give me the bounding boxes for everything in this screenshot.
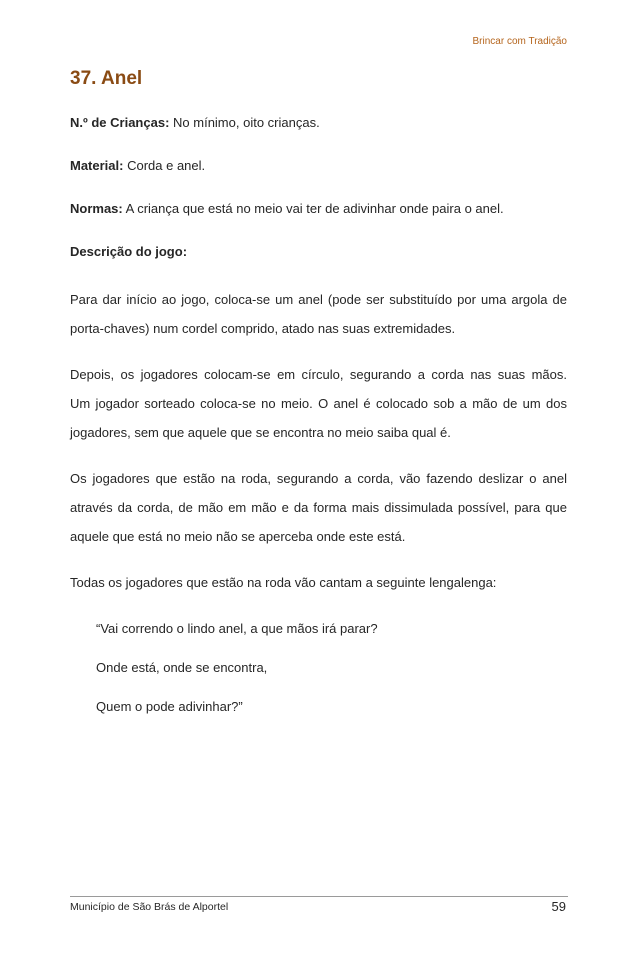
- field-material: [70, 151, 567, 180]
- field-normas: [70, 194, 567, 223]
- verse-line-2: Onde está, onde se encontra,: [96, 660, 268, 675]
- paragraph-line: Um jogador sorteado coloca-se no meio. O anel é colocado sob a mão de um dos: [70, 396, 567, 411]
- paragraph-line: jogadores, sem que aquele que se encontra no meio saiba qual é.: [70, 425, 451, 440]
- field-label-normas: Normas:: [70, 201, 123, 216]
- paragraph-1: [70, 285, 567, 343]
- field-label-criancas: N.º de Crianças:: [70, 115, 170, 130]
- footer-divider: [70, 896, 568, 897]
- paragraph-line: Depois, os jogadores colocam-se em círculo, segurando a corda nas suas mãos.: [70, 367, 567, 382]
- verse-line-1: “Vai correndo o lindo anel, a que mãos irá parar?: [96, 621, 378, 636]
- section-title: 37. Anel: [70, 68, 143, 89]
- document-body: [70, 108, 567, 721]
- paragraph-line: porta-chaves) num cordel comprido, atado nas suas extremidades.: [70, 321, 456, 336]
- footer-municipality: Município de São Brás de Alportel: [70, 901, 229, 913]
- paragraph-2: [70, 360, 567, 447]
- verse-line-3: Quem o pode adivinhar?”: [96, 699, 243, 714]
- paragraph-line: Todas os jogadores que estão na roda vão cantam a seguinte lengalenga:: [70, 575, 497, 590]
- field-value-criancas: No mínimo, oito crianças.: [169, 115, 320, 130]
- field-label-descricao: Descrição do jogo:: [70, 244, 188, 259]
- field-value-normas: A criança que está no meio vai ter de adivinhar onde paira o anel.: [122, 201, 504, 216]
- page-number: 59: [551, 899, 566, 914]
- field-criancas: [70, 108, 567, 137]
- running-header: Brincar com Tradição: [472, 36, 567, 47]
- paragraph-line: Para dar início ao jogo, coloca-se um anel (pode ser substituído por uma argola de: [70, 292, 567, 307]
- paragraph-3: [70, 464, 567, 551]
- descricao-heading: [70, 237, 567, 266]
- paragraph-line: através da corda, de mão em mão e da forma mais dissimulada possível, para que: [70, 500, 567, 515]
- field-label-material: Material:: [70, 158, 124, 173]
- paragraph-4: [70, 568, 567, 597]
- paragraph-line: Os jogadores que estão na roda, segurando a corda, vão fazendo deslizar o anel: [70, 471, 567, 486]
- paragraph-line: aquele que está no meio não se aperceba onde este está.: [70, 529, 406, 544]
- field-value-material: Corda e anel.: [123, 158, 206, 173]
